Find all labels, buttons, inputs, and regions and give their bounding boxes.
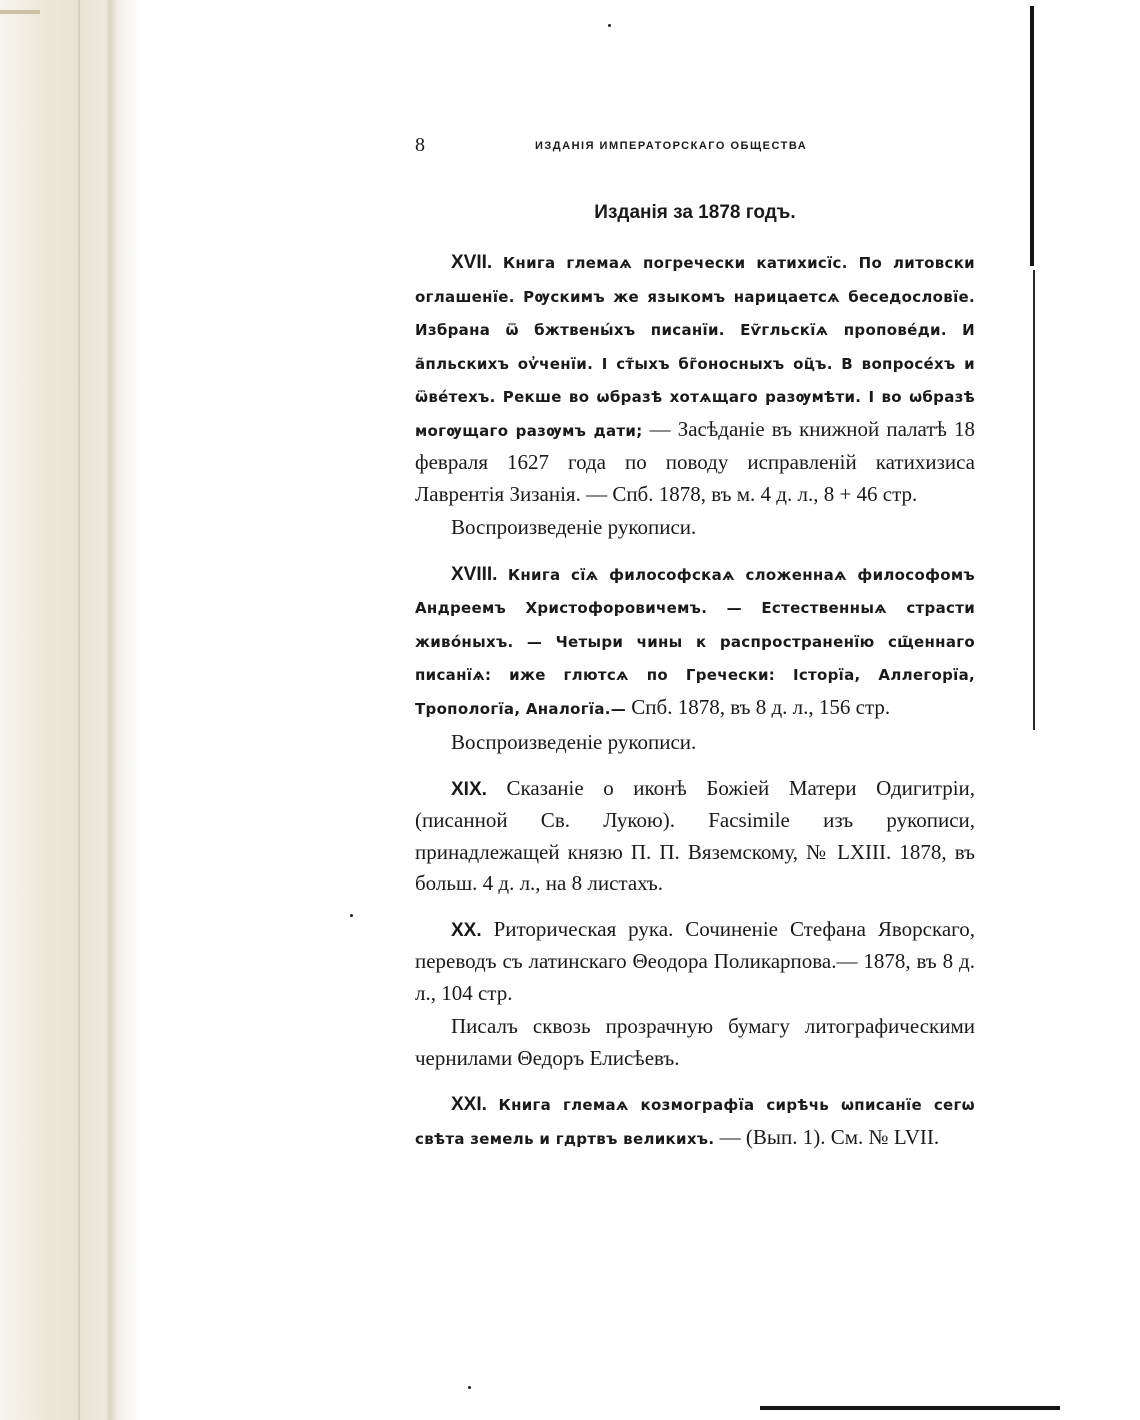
catalog-entry-xx [415,914,975,1075]
page-number: 8 [415,134,425,156]
scan-edge-line [1030,6,1034,266]
entry-description: Риторическая рука. Сочиненіе Стефана Яворскаго, переводъ съ латинскаго Θеодора Поликарпова.— 1878, въ 8 д. л., 104 стр. [415,916,975,1005]
entry-note: Воспроизведеніе рукописи. [451,515,697,539]
running-title: ИЗДАНІЯ ИМПЕРАТОРСКАГО ОБЩЕСТВА [535,140,808,152]
gutter-mark [0,10,40,14]
page-content [415,130,975,1169]
book-gutter [0,0,140,1420]
scan-edge-line-lower [1033,270,1035,730]
entry-numeral: XVII. [451,252,493,273]
catalog-entry-xxi [415,1088,975,1155]
entry-numeral: XVIII. [451,563,498,585]
scan-speck [468,1386,471,1389]
entry-old-slavonic-title: Книга глемаѧ погречески катихисїс. По литовски оглашенїе. Рѹскимъ же языкомъ нарицаетсѧ беседословїе. Избрана ѿ бжтвены́хъ писанїи. Еѵ̃гльскїѧ пропове́ди. И а̃пльскихъ оѵ̓ченїи. І ст̃ыхъ бг̃оносныхъ оц̃ъ. В вопросе́хъ и ѿве́техъ. Рекше во ѡбразѣ хотѧщаго разѹмѣти. І во ѡбразѣ могѹщаго разѹмъ дати; [415,254,975,440]
entry-numeral: XX. [451,919,482,941]
entry-note: Писалъ сквозь прозрачную бумагу литографическими чернилами Θедоръ Елисѣевъ. [415,1014,975,1070]
entry-old-slavonic-title: Книга сїѧ философскаѧ сложеннаѧ философомъ Андреемъ Христофоровичемъ. — Естественныѧ страсти живо́ныхъ. — Четыри чины к распространенїю сщ̃еннаго писанїѧ: иже глютсѧ по Гречески: Історїа, Аллегорїа, Тропологїа, Аналогїа.— [415,565,976,718]
entry-numeral: XIX. [451,778,487,800]
scan-speck [608,24,611,27]
scan-bottom-edge [760,1406,1060,1410]
catalog-entry-xix [415,773,975,900]
catalog-entry-xvii [415,246,975,544]
entry-old-slavonic-title: Книга глемаѧ козмографїа сирѣчь ѡписанїе сегѡ свѣта земель и гдртвъ великихъ. [415,1096,975,1148]
entry-description: — Засѣданіе въ книжной палатѣ 18 февраля 1627 года по поводу исправленій катихизиса Лаврентія Зизанія. — Спб. 1878, въ м. 4 д. л., 8 + 46 стр. [415,416,975,506]
entry-numeral: XXI. [451,1094,487,1115]
gutter-shadow-line [78,0,80,1420]
catalog-entry-xviii [415,558,975,759]
entry-description: — (Вып. 1). См. № LVII. [719,1124,940,1149]
running-head [415,130,975,160]
entry-note: Воспроизведеніе рукописи. [451,730,697,754]
scan-speck [350,914,353,917]
section-heading: Изданія за 1878 годъ. [594,202,796,223]
entry-description: Сказаніе о иконѣ Божіей Матери Одигитріи, (писанной Св. Лукою). Facsimile изъ рукописи, принадлежащей князю П. П. Вяземскому, № LXIII. 1878, въ больш. 4 д. л., на 8 листахъ. [415,775,976,895]
entry-description: Спб. 1878, въ 8 д. л., 156 стр. [631,694,891,719]
